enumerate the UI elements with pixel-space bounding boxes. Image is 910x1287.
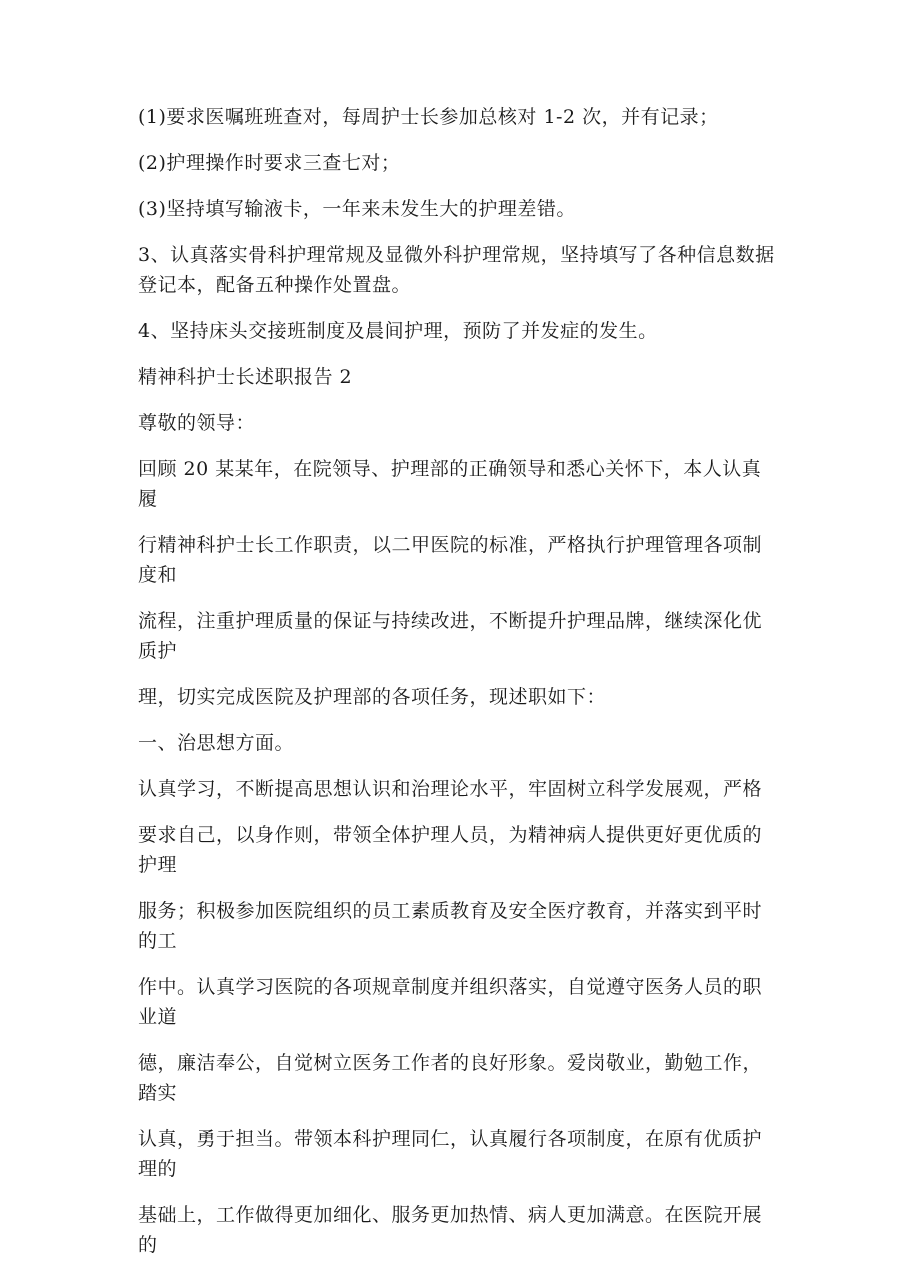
paragraph-item-10: 流程，注重护理质量的保证与持续改进，不断提升护理品牌，继续深化优质护 — [138, 610, 763, 662]
paragraph-item-17: 德，廉洁奉公，自觉树立医务工作者的良好形象。爱岗敬业，勤勉工作，踏实 — [138, 1052, 763, 1104]
paragraph-item-1: (1)要求医嘱班班查对，每周护士长参加总核对 1-2 次，并有记录； — [138, 106, 719, 128]
paragraph-item-3: (3)坚持填写输液卡，一年来未发生大的护理差错。 — [138, 198, 576, 220]
paragraph-item-15: 服务；积极参加医院组织的员工素质教育及安全医疗教育，并落实到平时的工 — [138, 900, 763, 952]
salutation: 尊敬的领导： — [138, 412, 256, 434]
section-title: 精神科护士长述职报告 2 — [138, 366, 353, 388]
paragraph-item-5: 4、坚持床头交接班制度及晨间护理，预防了并发症的发生。 — [138, 320, 658, 342]
paragraph-item-19: 基础上，工作做得更加细化、服务更加热情、病人更加满意。在医院开展的 — [138, 1204, 763, 1256]
paragraph-item-8: 回顾 20 某某年，在院领导、护理部的正确领导和悉心关怀下，本人认真履 — [138, 458, 762, 510]
paragraph-item-4: 3、认真落实骨科护理常规及显微外科护理常规，坚持填写了各种信息数据登记本，配备五种操作处置盘。 — [138, 244, 775, 296]
paragraph-item-14: 要求自己，以身作则，带领全体护理人员，为精神病人提供更好更优质的护理 — [138, 824, 763, 876]
paragraph-item-18: 认真，勇于担当。带领本科护理同仁，认真履行各项制度，在原有优质护理的 — [138, 1128, 763, 1180]
paragraph-item-2: (2)护理操作时要求三查七对； — [138, 152, 401, 174]
paragraph-item-13: 认真学习，不断提高思想认识和治理论水平，牢固树立科学发展观，严格 — [138, 778, 763, 800]
section-heading-1: 一、治思想方面。 — [138, 732, 295, 754]
document-page — [138, 102, 778, 1260]
paragraph-item-11: 理，切实完成医院及护理部的各项任务，现述职如下： — [138, 686, 607, 708]
paragraph-item-9: 行精神科护士长工作职责，以二甲医院的标准，严格执行护理管理各项制度和 — [138, 534, 763, 586]
paragraph-item-16: 作中。认真学习医院的各项规章制度并组织落实，自觉遵守医务人员的职业道 — [138, 976, 763, 1028]
